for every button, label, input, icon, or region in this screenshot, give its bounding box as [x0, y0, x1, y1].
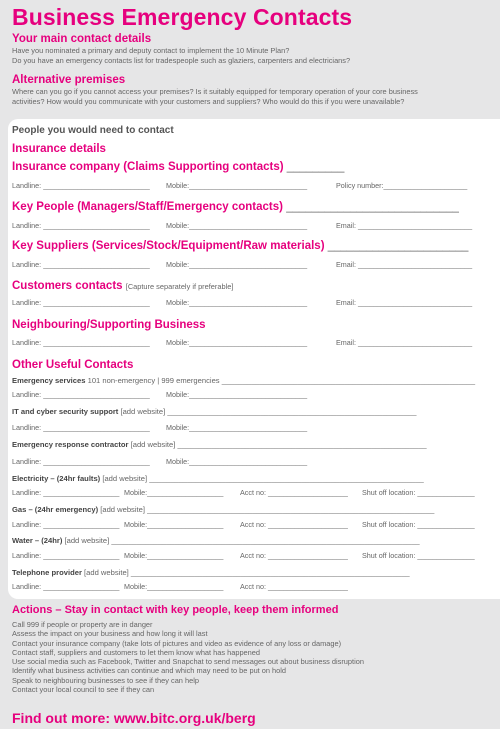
alternative-heading: Alternative premises	[12, 74, 126, 86]
list-item: Contact your insurance company (take lots of pictures and video as evidence of any loss or damage)	[12, 638, 342, 648]
landline-field[interactable]: Landline: ____________________________	[12, 423, 150, 432]
landline-field[interactable]: Landline: ____________________	[12, 520, 120, 529]
mobile-field[interactable]: Mobile:_______________________________	[166, 338, 307, 347]
mobile-field[interactable]: Mobile:_______________________________	[166, 423, 307, 432]
list-item: Call 999 if people or property are in danger	[12, 620, 153, 629]
gas-row: Gas – (24hr emergency) [add website] ____________________________________________________________________	[12, 505, 435, 514]
telephone-provider-row: Telephone provider [add website] __________________________________________________________________	[12, 568, 410, 577]
shut-off-location-field[interactable]: Shut off location: _______________	[362, 520, 475, 529]
it-support-row: IT and cyber security support [add website] ___________________________________________________________	[12, 407, 417, 416]
actions-list	[12, 620, 364, 694]
mobile-field[interactable]: Mobile:_______________________________	[166, 298, 307, 307]
neighbouring-heading: Neighbouring/Supporting Business	[12, 319, 206, 331]
landline-field[interactable]: Landline: ____________________________	[12, 338, 150, 347]
policy-number-field[interactable]: Policy number:______________________	[336, 181, 468, 190]
key-people-heading: Key People (Managers/Staff/Emergency contacts) ___________________________	[12, 201, 459, 213]
list-item: Contact your local council to see if they can	[12, 685, 155, 695]
landline-field[interactable]: Landline: ____________________________	[12, 457, 150, 466]
mobile-field[interactable]: Mobile:____________________	[124, 551, 224, 560]
shut-off-location-field[interactable]: Shut off location: _______________	[362, 488, 475, 497]
landline-field[interactable]: Landline: ____________________________	[12, 298, 150, 307]
list-item: Use social media such as Facebook, Twitter and Snapchat to send messages out about business disruption	[12, 657, 364, 667]
insurance-details-heading: Insurance details	[12, 143, 106, 155]
acct-no-field[interactable]: Acct no: _____________________	[240, 520, 348, 529]
landline-field[interactable]: Landline: ____________________	[12, 582, 120, 591]
response-contractor-row: Emergency response contractor [add website] ___________________________________________________________	[12, 440, 427, 449]
mobile-field[interactable]: Mobile:_______________________________	[166, 457, 307, 466]
mobile-field[interactable]: Mobile:____________________	[124, 582, 224, 591]
landline-field[interactable]: Landline: ____________________	[12, 488, 120, 497]
emergency-services-row: Emergency services 101 non-emergency | 999 emergencies ____________________________________________________________	[12, 376, 476, 385]
list-item: Assess the impact on your business and how long it will last	[12, 629, 208, 639]
landline-field[interactable]: Landline: ____________________________	[12, 221, 150, 230]
people-heading: People you would need to contact	[12, 125, 174, 136]
acct-no-field[interactable]: Acct no: _____________________	[240, 582, 348, 591]
electricity-row: Electricity – (24hr faults) [add website] _________________________________________________________________	[12, 474, 424, 483]
email-field[interactable]: Email: ______________________________	[336, 298, 472, 307]
list-item: Identify what business activities can continue and which may need to be put on hold	[12, 666, 287, 676]
key-suppliers-heading: Key Suppliers (Services/Stock/Equipment/Raw materials) ______________________	[12, 240, 469, 252]
mobile-field[interactable]: Mobile:_______________________________	[166, 260, 307, 269]
alternative-line: activities? How would you communicate with your customers and suppliers? Who would do this if you were unavailable?	[12, 97, 405, 106]
landline-field[interactable]: Landline: ____________________	[12, 551, 120, 560]
list-item: Speak to neighbouring businesses to see if they can help	[12, 675, 199, 685]
acct-no-field[interactable]: Acct no: _____________________	[240, 551, 348, 560]
find-out-more-link[interactable]: Find out more: www.bitc.org.uk/berg	[12, 710, 256, 726]
mobile-field[interactable]: Mobile:____________________	[124, 520, 224, 529]
mobile-field[interactable]: Mobile:_______________________________	[166, 390, 307, 399]
main-contact-heading: Your main contact details	[12, 33, 152, 45]
acct-no-field[interactable]: Acct no: _____________________	[240, 488, 348, 497]
main-contact-line: Have you nominated a primary and deputy contact to implement the 10 Minute Plan?	[12, 46, 290, 55]
mobile-field[interactable]: Mobile:____________________	[124, 488, 224, 497]
actions-heading: Actions – Stay in contact with key people, keep them informed	[12, 604, 339, 616]
email-field[interactable]: Email: ______________________________	[336, 260, 472, 269]
alternative-line: Where can you go if you cannot access your premises? Is it suitably equipped for temporary operation of your core business	[12, 87, 418, 96]
customers-heading: Customers contacts [Capture separately if preferable]	[12, 280, 234, 292]
insurance-company-heading: Insurance company (Claims Supporting contacts) _________	[12, 161, 345, 173]
landline-field[interactable]: Landline: ____________________________	[12, 390, 150, 399]
mobile-field[interactable]: Mobile:_______________________________	[166, 181, 307, 190]
other-contacts-heading: Other Useful Contacts	[12, 359, 134, 371]
page-title: Business Emergency Contacts	[12, 4, 353, 30]
main-contact-line: Do you have an emergency contacts list for tradespeople such as glaziers, carpenters and electricians?	[12, 56, 351, 65]
landline-field[interactable]: Landline: ____________________________	[12, 260, 150, 269]
mobile-field[interactable]: Mobile:_______________________________	[166, 221, 307, 230]
list-item: Contact staff, suppliers and customers to let them know what has happened	[12, 647, 261, 657]
water-row: Water – (24hr) [add website] _________________________________________________________________________	[12, 536, 420, 545]
landline-field[interactable]: Landline: ____________________________	[12, 181, 150, 190]
email-field[interactable]: Email: ______________________________	[336, 221, 472, 230]
shut-off-location-field[interactable]: Shut off location: _______________	[362, 551, 475, 560]
email-field[interactable]: Email: ______________________________	[336, 338, 472, 347]
